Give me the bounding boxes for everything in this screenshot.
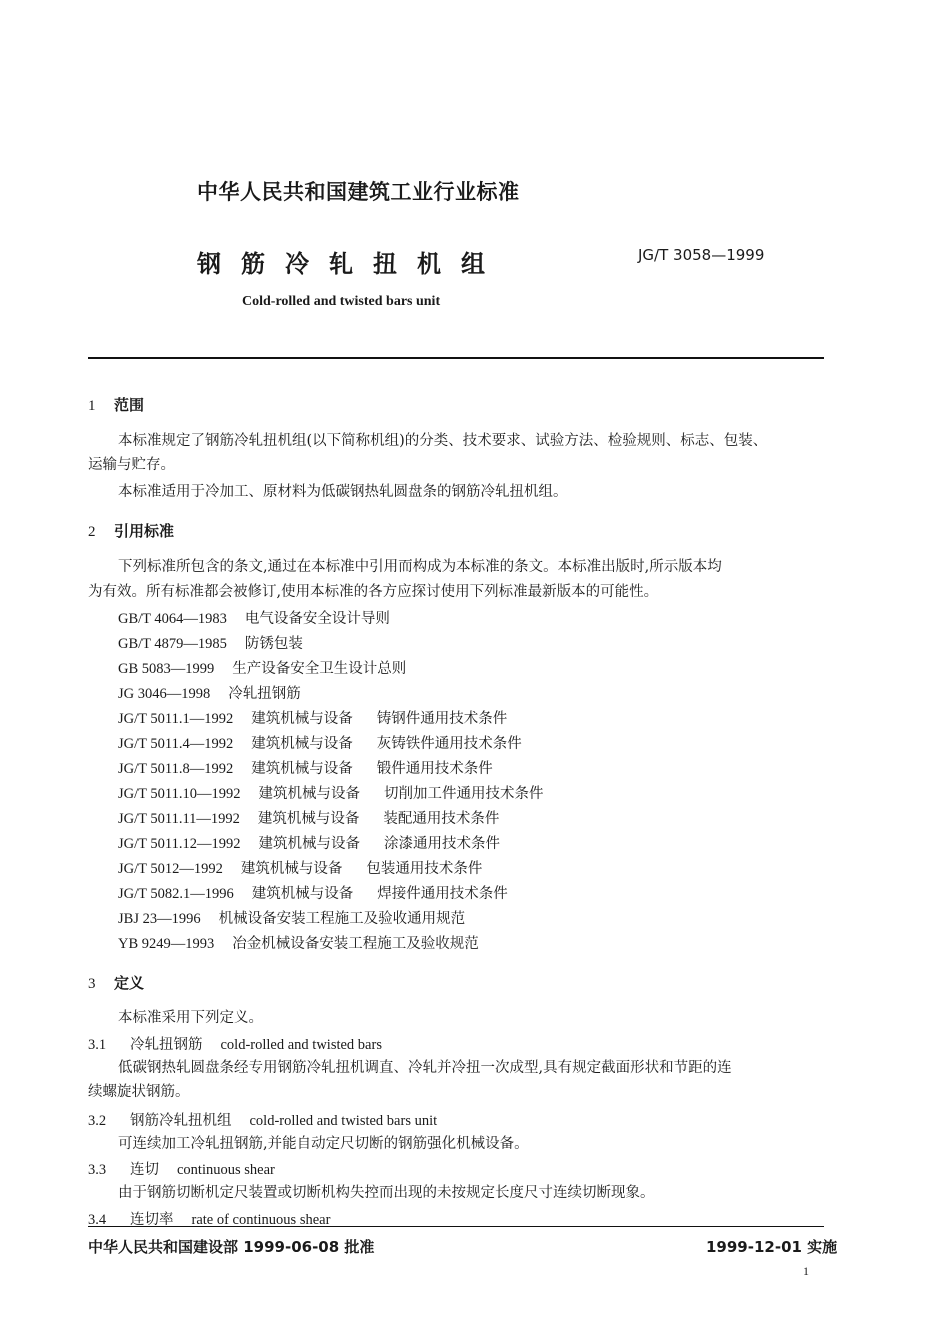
section-2-heading [88,520,174,541]
definition-number: 3.1 [88,1037,107,1053]
reference-subtitle: 焊接件通用技术条件 [377,886,508,902]
reference-item [118,757,493,778]
reference-code: GB/T 4064—1983 [118,611,227,627]
reference-name: 建筑机械与设备 [251,736,353,752]
reference-code: YB 9249—1993 [118,936,215,952]
reference-subtitle: 装配通用技术条件 [383,811,500,827]
section-1-heading [88,394,144,415]
definition-number: 3.3 [88,1162,107,1178]
reference-item [118,632,303,653]
paragraph: 本标准适用于冷加工、原材料为低碳钢热轧圆盘条的钢筋冷轧扭机组。 [118,484,568,500]
reference-subtitle: 涂漆通用技术条件 [383,836,500,852]
reference-item [118,707,507,728]
reference-name: 冷轧扭钢筋 [228,686,301,702]
reference-name: 建筑机械与设备 [258,836,360,852]
approval-line: 中华人民共和国建设部 1999-06-08 批准 [88,1238,375,1256]
reference-code: JG 3046—1998 [118,686,211,702]
paragraph: 本标准规定了钢筋冷轧扭机组(以下简称机组)的分类、技术要求、试验方法、检验规则、标志、包装、 [118,433,768,449]
section-title: 引用标准 [114,522,175,540]
reference-subtitle: 灰铸铁件通用技术条件 [376,736,522,752]
reference-item [118,607,390,628]
reference-subtitle: 铸钢件通用技术条件 [376,711,508,727]
reference-code: JG/T 5012—1992 [118,861,223,877]
definition-number: 3.2 [88,1113,107,1129]
section-title: 范围 [114,396,145,414]
standard-number: JG/T 3058—1999 [638,246,765,264]
definition-term: 连切率 [130,1212,174,1228]
reference-code: JG/T 5011.10—1992 [118,786,241,802]
reference-code: JG/T 5011.12—1992 [118,836,241,852]
reference-name: 建筑机械与设备 [240,861,343,877]
definition-text: 续螺旋状钢筋。 [88,1084,190,1100]
definition-term: 钢筋冷轧扭机组 [130,1113,232,1129]
industry-standard-heading: 中华人民共和国建筑工业行业标准 [197,180,520,204]
reference-item [118,732,522,753]
reference-item [118,932,479,953]
definition-term: 冷轧扭钢筋 [130,1037,203,1053]
english-title: Cold-rolled and twisted bars unit [242,294,441,309]
definition-text: 可连续加工冷轧扭钢筋,并能自动定尺切断的钢筋强化机械设备。 [118,1136,529,1152]
section-number: 2 [88,524,96,540]
definition-3-3-heading [88,1158,275,1179]
reference-code: JG/T 5011.1—1992 [118,711,234,727]
reference-code: GB/T 4879—1985 [118,636,227,652]
section-title: 定义 [114,974,145,992]
section-3-heading [88,972,144,993]
section-number: 1 [88,398,96,414]
reference-code: JG/T 5011.4—1992 [118,736,234,752]
reference-name: 机械设备安装工程施工及验收通用规范 [218,911,466,927]
definition-term-en: cold-rolled and twisted bars unit [249,1113,438,1129]
reference-name: 建筑机械与设备 [251,711,353,727]
reference-code: GB 5083—1999 [118,661,215,677]
definition-text: 由于钢筋切断机定尺装置或切断机构失控而出现的未按规定长度尺寸连续切断现象。 [118,1185,655,1201]
reference-item [118,682,301,703]
reference-name: 电气设备安全设计导则 [244,611,390,627]
footer-divider [88,1226,824,1227]
reference-item [118,857,482,878]
reference-subtitle: 切削加工件通用技术条件 [383,786,544,802]
page-number: 1 [803,1264,809,1278]
reference-item [118,907,465,928]
reference-subtitle: 包装通用技术条件 [366,861,483,877]
reference-item [118,832,500,853]
reference-name: 生产设备安全卫生设计总则 [232,661,407,677]
reference-item [118,882,508,903]
reference-name: 建筑机械与设备 [251,886,354,902]
reference-code: JBJ 23—1996 [118,911,201,927]
definition-text: 低碳钢热轧圆盘条经专用钢筋冷轧扭机调直、冷轧并冷扭一次成型,具有规定截面形状和节距的连 [118,1060,732,1076]
implementation-date: 1999-12-01 实施 [706,1238,838,1256]
reference-code: JG/T 5082.1—1996 [118,886,234,902]
paragraph: 运输与贮存。 [88,457,175,473]
paragraph: 本标准采用下列定义。 [118,1010,263,1026]
definition-term-en: continuous shear [177,1162,275,1178]
header-divider [88,357,824,359]
reference-item [118,657,406,678]
definition-3-1-heading [88,1033,382,1054]
reference-name: 建筑机械与设备 [251,761,353,777]
reference-subtitle: 锻件通用技术条件 [376,761,493,777]
paragraph: 下列标准所包含的条文,通过在本标准中引用而构成为本标准的条文。本标准出版时,所示版本均 [118,559,722,575]
definition-number: 3.4 [88,1212,107,1228]
reference-name: 防锈包装 [244,636,303,652]
section-number: 3 [88,976,96,992]
paragraph: 为有效。所有标准都会被修订,使用本标准的各方应探讨使用下列标准最新版本的可能性。 [88,584,659,600]
reference-item [118,807,499,828]
definition-term-en: cold-rolled and twisted bars [220,1037,382,1053]
definition-term-en: rate of continuous shear [191,1212,331,1228]
reference-code: JG/T 5011.8—1992 [118,761,234,777]
reference-code: JG/T 5011.11—1992 [118,811,240,827]
reference-name: 建筑机械与设备 [257,811,360,827]
reference-item [118,782,543,803]
reference-name: 建筑机械与设备 [258,786,360,802]
reference-name: 冶金机械设备安装工程施工及验收规范 [232,936,479,952]
definition-3-2-heading [88,1109,437,1130]
document-title: 钢筋冷轧扭机组 [197,250,505,278]
definition-term: 连切 [130,1162,159,1178]
